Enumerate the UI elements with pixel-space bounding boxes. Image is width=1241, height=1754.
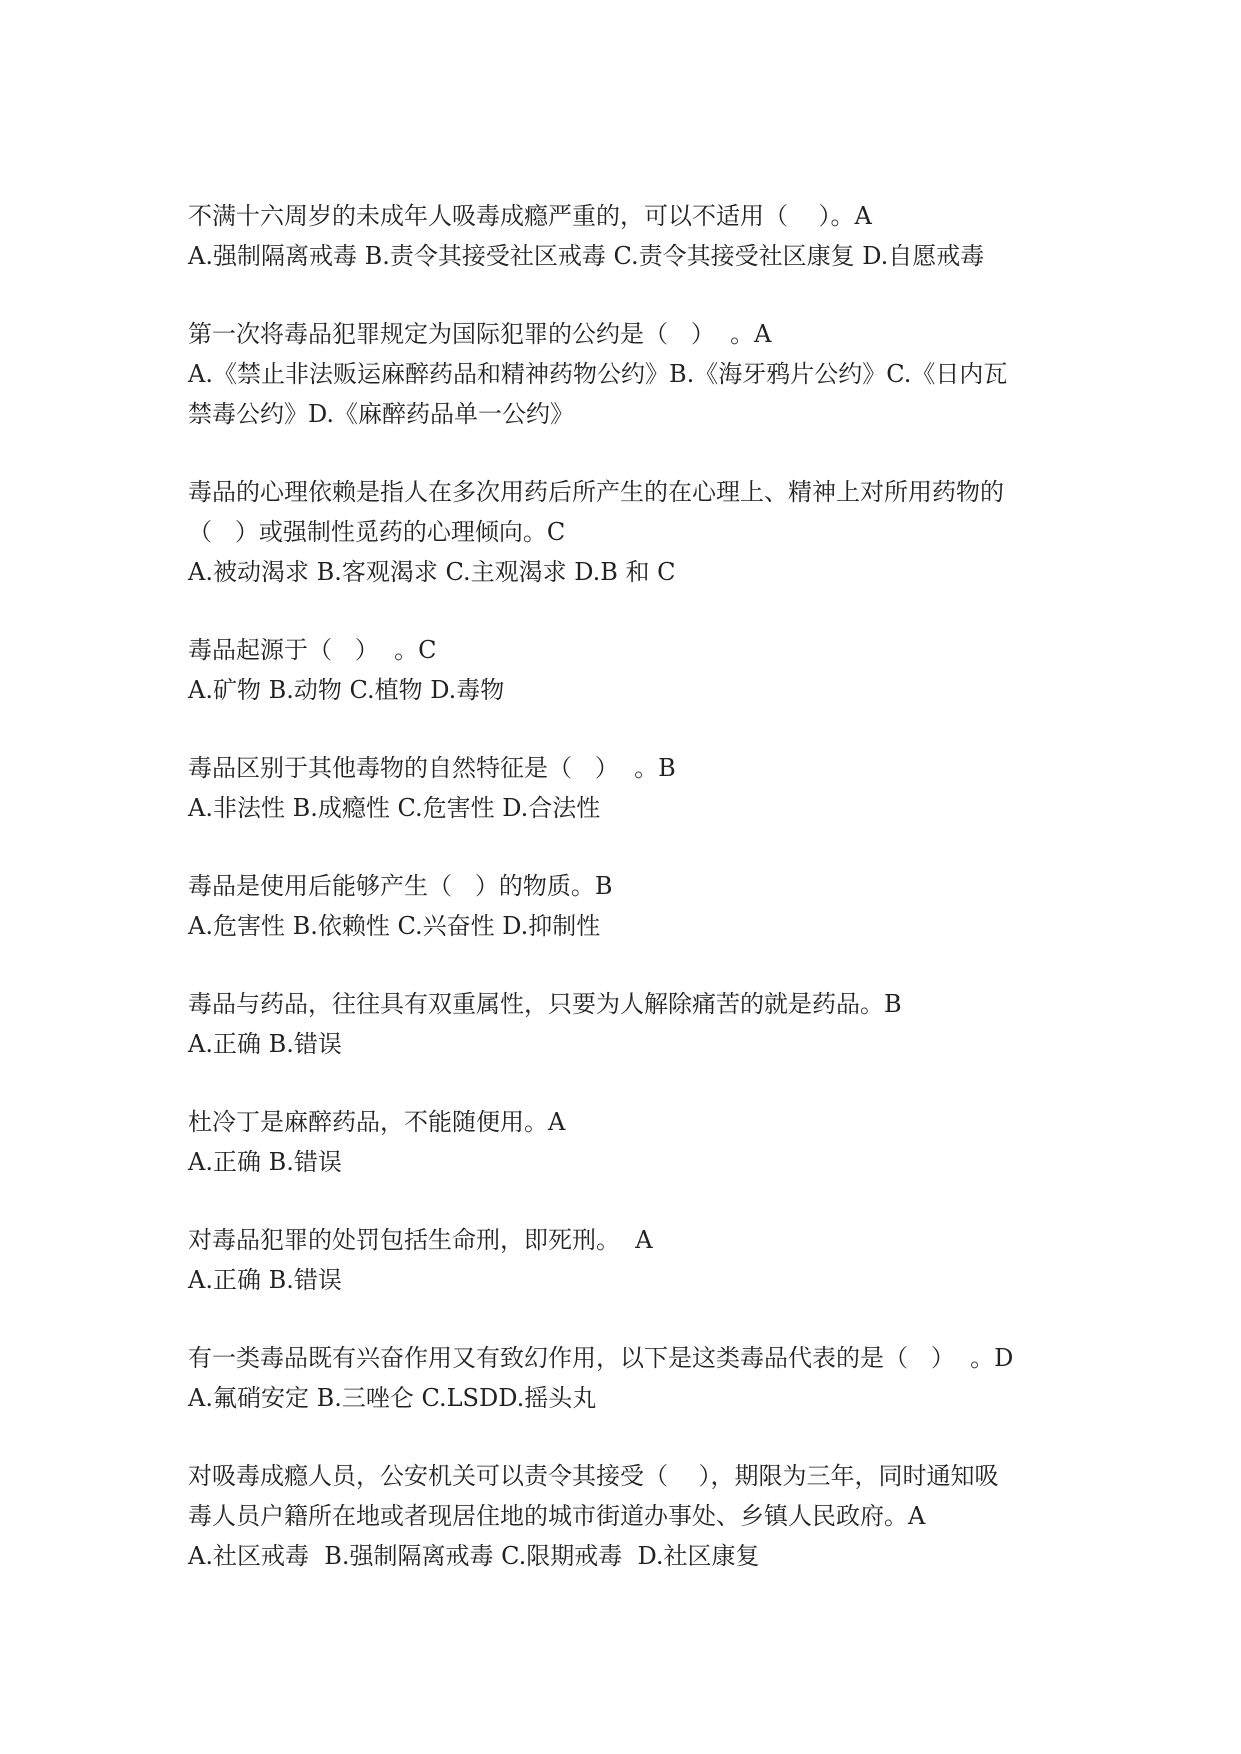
question-10 xyxy=(188,1338,1068,1418)
question-11 xyxy=(188,1456,1068,1576)
question-text: 毒品的心理依赖是指人在多次用药后所产生的在心理上、精神上对所用药物的 xyxy=(188,478,1004,506)
question-text: 毒品起源于（ ） 。C xyxy=(188,636,437,664)
question-3 xyxy=(188,472,1068,592)
question-text-continued: 毒人员户籍所在地或者现居住地的城市街道办事处、乡镇人民政府。A xyxy=(188,1502,926,1530)
answer-options: A.氟硝安定 B.三唑仑 C.LSDD.摇头丸 xyxy=(188,1384,597,1412)
question-1 xyxy=(188,196,1068,276)
question-text: 毒品区别于其他毒物的自然特征是（ ） 。B xyxy=(188,754,676,782)
question-2 xyxy=(188,314,1068,434)
answer-options: A.《禁止非法贩运麻醉药品和精神药物公约》B.《海牙鸦片公约》C.《日内瓦 xyxy=(188,360,1008,388)
answer-options: A.危害性 B.依赖性 C.兴奋性 D.抑制性 xyxy=(188,912,601,940)
question-7 xyxy=(188,984,1068,1064)
question-9 xyxy=(188,1220,1068,1300)
answer-options-continued: 禁毒公约》D.《麻醉药品单一公约》 xyxy=(188,400,575,428)
document-page xyxy=(188,196,1068,1614)
question-text: 杜冷丁是麻醉药品，不能随便用。A xyxy=(188,1108,566,1136)
question-6 xyxy=(188,866,1068,946)
question-text: 毒品是使用后能够产生（ ）的物质。B xyxy=(188,872,613,900)
question-text: 有一类毒品既有兴奋作用又有致幻作用，以下是这类毒品代表的是（ ） 。D xyxy=(188,1344,1014,1372)
question-text: 对毒品犯罪的处罚包括生命刑，即死刑。 A xyxy=(188,1226,653,1254)
question-8 xyxy=(188,1102,1068,1182)
question-text: 毒品与药品，往往具有双重属性，只要为人解除痛苦的就是药品。B xyxy=(188,990,902,1018)
answer-options: A.正确 B.错误 xyxy=(188,1030,342,1058)
answer-options: A.正确 B.错误 xyxy=(188,1148,342,1176)
answer-options: A.正确 B.错误 xyxy=(188,1266,342,1294)
question-text: 第一次将毒品犯罪规定为国际犯罪的公约是（ ） 。A xyxy=(188,320,772,348)
question-text-continued: （ ）或强制性觅药的心理倾向。C xyxy=(188,518,566,546)
answer-options: A.强制隔离戒毒 B.责令其接受社区戒毒 C.责令其接受社区康复 D.自愿戒毒 xyxy=(188,242,985,270)
question-5 xyxy=(188,748,1068,828)
question-4 xyxy=(188,630,1068,710)
answer-options: A.矿物 B.动物 C.植物 D.毒物 xyxy=(188,676,505,704)
question-text: 对吸毒成瘾人员，公安机关可以责令其接受（ ），期限为三年，同时通知吸 xyxy=(188,1462,999,1490)
question-text: 不满十六周岁的未成年人吸毒成瘾严重的，可以不适用（ ）。A xyxy=(188,202,872,230)
answer-options: A.社区戒毒 B.强制隔离戒毒 C.限期戒毒 D.社区康复 xyxy=(188,1542,760,1570)
answer-options: A.被动渴求 B.客观渴求 C.主观渴求 D.B 和 C xyxy=(188,558,676,586)
answer-options: A.非法性 B.成瘾性 C.危害性 D.合法性 xyxy=(188,794,601,822)
